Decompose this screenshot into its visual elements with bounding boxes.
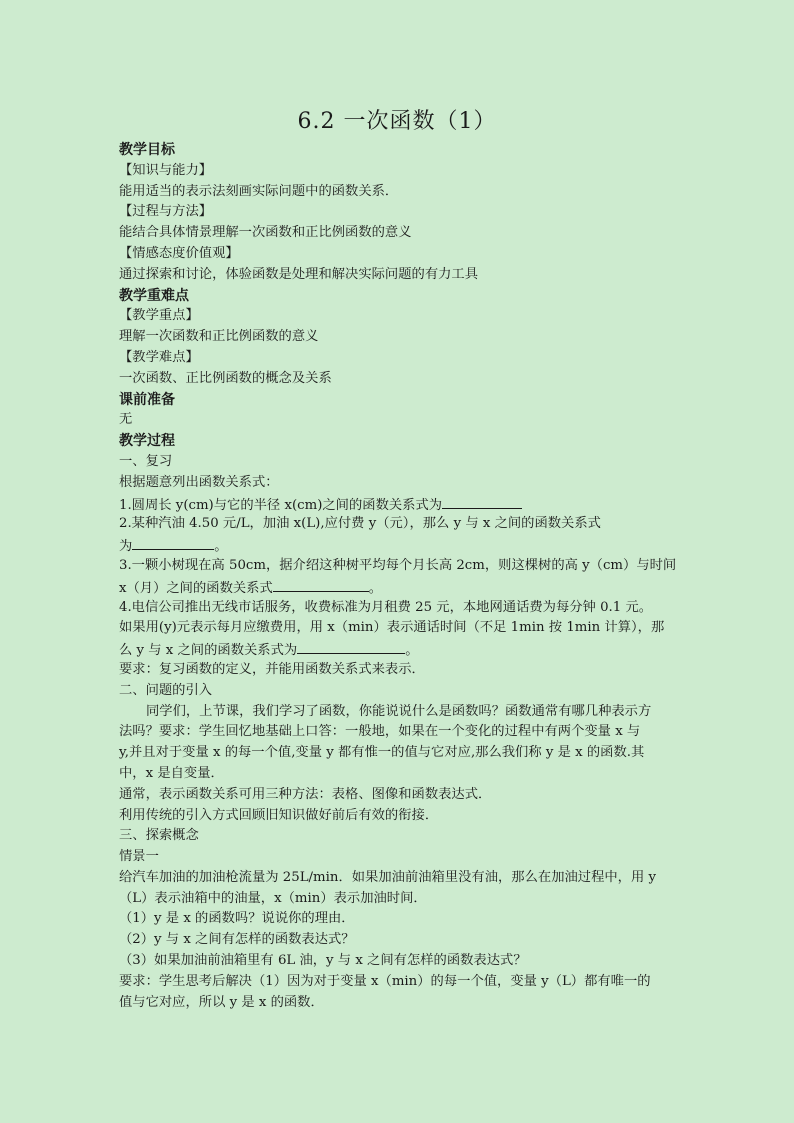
scene-question-1: （1）y 是 x 的函数吗？说说你的理由．	[119, 911, 355, 927]
question-3-text-b: x（月）之间的函数关系式	[119, 580, 273, 596]
subheading-attitude: 【情感态度价值观】	[119, 245, 239, 261]
answer-blank-2	[132, 535, 214, 550]
review-question-3b	[119, 577, 679, 598]
subheading-focus: 【教学重点】	[119, 308, 199, 324]
scene-requirement-line-2: 值与它对应，所以 y 是 x 的函数．	[119, 994, 324, 1010]
review-question-4a: 4.电信公司推出无线市话服务，收费标准为月租费 25 元，本地网通话费为每分钟 0.1 元。	[119, 599, 653, 615]
review-requirement: 要求：复习函数的定义，并能用函数关系式来表示．	[119, 661, 425, 677]
review-intro: 根据题意列出函数关系式：	[119, 474, 279, 490]
review-question-1	[119, 494, 679, 515]
section-heading-process: 教学过程	[119, 433, 175, 450]
review-question-2b	[119, 535, 679, 556]
text-process: 能结合具体情景理解一次函数和正比例函数的意义	[119, 225, 412, 241]
document-body	[119, 140, 679, 1013]
question-1-text: 1.圆周长 y(cm)与它的半径 x(cm)之间的函数关系式为	[119, 497, 443, 513]
scene-text-line-2: （L）表示油箱中的油量，x（min）表示加油时间．	[119, 890, 427, 906]
document-title: 6.2 一次函数（1）	[297, 109, 497, 134]
section-heading-preparation: 课前准备	[119, 391, 175, 408]
text-attitude: 通过探索和讨论，体验函数是处理和解决实际问题的有力工具	[119, 266, 479, 282]
scene-question-2: （2）y 与 x 之间有怎样的函数表达式？	[119, 932, 355, 948]
text-difficulty: 一次函数、正比例函数的概念及关系	[119, 370, 332, 386]
subheading-process: 【过程与方法】	[119, 204, 213, 220]
review-question-2a: 2.某种汽油 4.50 元/L，加油 x(L),应付费 y（元），那么 y 与 x 之间的函数关系式	[119, 516, 601, 532]
scene-requirement-line-1: 要求：学生思考后解决（1）因为对于变量 x（min）的每一个值，变量 y（L）都有唯一的	[119, 973, 651, 989]
question-3-end: 。	[368, 580, 383, 596]
review-question-4c	[119, 639, 679, 660]
section-heading-key-points: 教学重难点	[119, 287, 189, 304]
subheading-knowledge: 【知识与能力】	[119, 162, 213, 178]
text-preparation: 无	[119, 412, 133, 428]
part-title-explore: 三、探索概念	[119, 828, 199, 844]
intro-paragraph-line-4: 中，x 是自变量．	[119, 765, 224, 781]
part-title-review: 一、复习	[119, 453, 173, 469]
section-heading-objectives: 教学目标	[119, 142, 175, 158]
intro-paragraph-line-6: 利用传统的引入方式回顾旧知识做好前后有效的衔接．	[119, 807, 439, 823]
question-4-text-c: 么 y 与 x 之间的函数关系式为	[119, 643, 298, 659]
scene-label: 情景一	[119, 849, 159, 865]
answer-blank-1	[442, 494, 522, 509]
answer-blank-4	[297, 639, 405, 654]
answer-blank-3	[273, 577, 369, 592]
subheading-difficulty: 【教学难点】	[119, 349, 199, 365]
intro-paragraph-line-2: 法吗？要求：学生回忆地基础上口答：一般地，如果在一个变化的过程中有两个变量 x 与	[119, 724, 641, 740]
intro-paragraph-line-3: y,并且对于变量 x 的每一个值,变量 y 都有惟一的值与它对应,那么我们称 y 是 x 的函数.其	[119, 745, 645, 761]
question-2-end: 。	[214, 539, 228, 555]
text-knowledge: 能用适当的表示法刻画实际问题中的函数关系．	[119, 183, 399, 199]
part-title-introduction: 二、问题的引入	[119, 682, 213, 698]
scene-question-3: （3）如果加油前油箱里有 6L 油，y 与 x 之间有怎样的函数表达式？	[119, 953, 527, 969]
scene-text-line-1: 给汽车加油的加油枪流量为 25L/min．如果加油前油箱里没有油，那么在加油过程中，用 y	[119, 869, 657, 885]
review-question-3a: 3.一颗小树现在高 50cm，据介绍这种树平均每个月长高 2cm，则这棵树的高 y（cm）与时间	[119, 557, 677, 573]
question-4-end: 。	[405, 643, 419, 659]
question-2-text-b: 为	[119, 539, 133, 555]
review-question-4b: 如果用(y)元表示每月应缴费用，用 x（min）表示通话时间（不足 1min 按 1min 计算），那	[119, 620, 665, 636]
intro-paragraph-line-5: 通常，表示函数关系可用三种方法：表格、图像和函数表达式．	[119, 786, 492, 802]
text-focus: 理解一次函数和正比例函数的意义	[119, 329, 319, 345]
intro-paragraph-line-1: 同学们，上节课，我们学习了函数，你能说说什么是函数吗？函数通常有哪几种表示方	[146, 703, 652, 719]
